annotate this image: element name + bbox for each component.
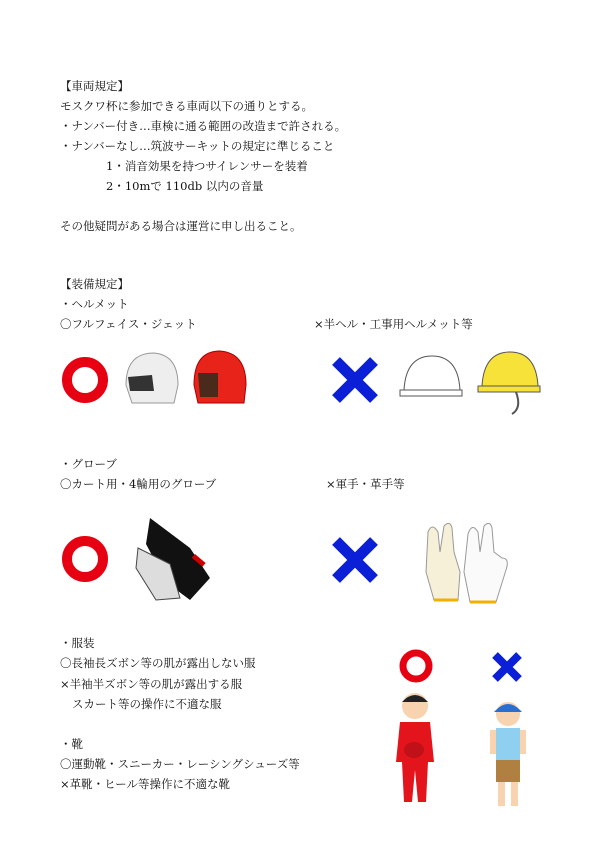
shoes-title: ・靴 [60, 737, 83, 751]
casual-clothes-person-icon [486, 698, 530, 812]
full-face-helmet-icon [118, 345, 183, 410]
vehicle-rule-2: 2・10mで 110db 以内の音量 [106, 179, 264, 193]
vehicle-numbered: ・ナンバー付き…車検に通る範囲の改造まで許される。 [60, 119, 347, 133]
ok-circle-icon [398, 648, 434, 684]
vehicle-unnumbered: ・ナンバーなし…筑波サーキットの規定に準じること [60, 139, 335, 153]
gloves-ng: ×軍手・革手等 [326, 477, 405, 491]
clothing-ok: 〇長袖長ズボン等の肌が露出しない服 [60, 656, 256, 670]
helmet-title: ・ヘルメット [60, 297, 129, 311]
ng-cross-icon [330, 535, 380, 585]
clothing-ng-1: ×半袖半ズボン等の肌が露出する服 [60, 677, 243, 691]
vehicle-rule-1: 1・消音効果を持つサイレンサーを装着 [106, 159, 308, 173]
racing-gloves-icon [130, 508, 230, 608]
ok-circle-icon [60, 355, 110, 405]
construction-helmet-outline-icon [398, 350, 464, 402]
ng-cross-icon [490, 650, 524, 684]
clothing-title: ・服装 [60, 636, 95, 650]
helmet-ng: ×半ヘル・工事用ヘルメット等 [314, 317, 473, 331]
gloves-title: ・グローブ [60, 457, 117, 471]
work-gloves-icon [418, 512, 518, 607]
ok-circle-icon [60, 534, 110, 584]
vehicle-intro: モスクワ杯に参加できる車両以下の通りとする。 [60, 99, 313, 113]
jet-helmet-icon [188, 345, 250, 407]
shoes-ng: ×革靴・ヒール等操作に不適な靴 [60, 777, 230, 791]
shoes-ok: 〇運動靴・スニーカー・レーシングシューズ等 [60, 757, 300, 771]
vehicle-heading: 【車両規定】 [60, 79, 129, 93]
vehicle-note: その他疑問がある場合は運営に申し出ること。 [60, 219, 302, 233]
clothing-ng-2: スカート等の操作に不適な服 [72, 697, 222, 711]
equipment-heading: 【装備規定】 [60, 277, 129, 291]
gloves-ok: 〇カート用・4輪用のグローブ [60, 477, 217, 491]
racing-suit-person-icon [390, 690, 440, 812]
helmet-ok: 〇フルフェイス・ジェット [60, 317, 197, 331]
yellow-hard-hat-icon [476, 348, 542, 418]
ng-cross-icon [330, 355, 380, 405]
